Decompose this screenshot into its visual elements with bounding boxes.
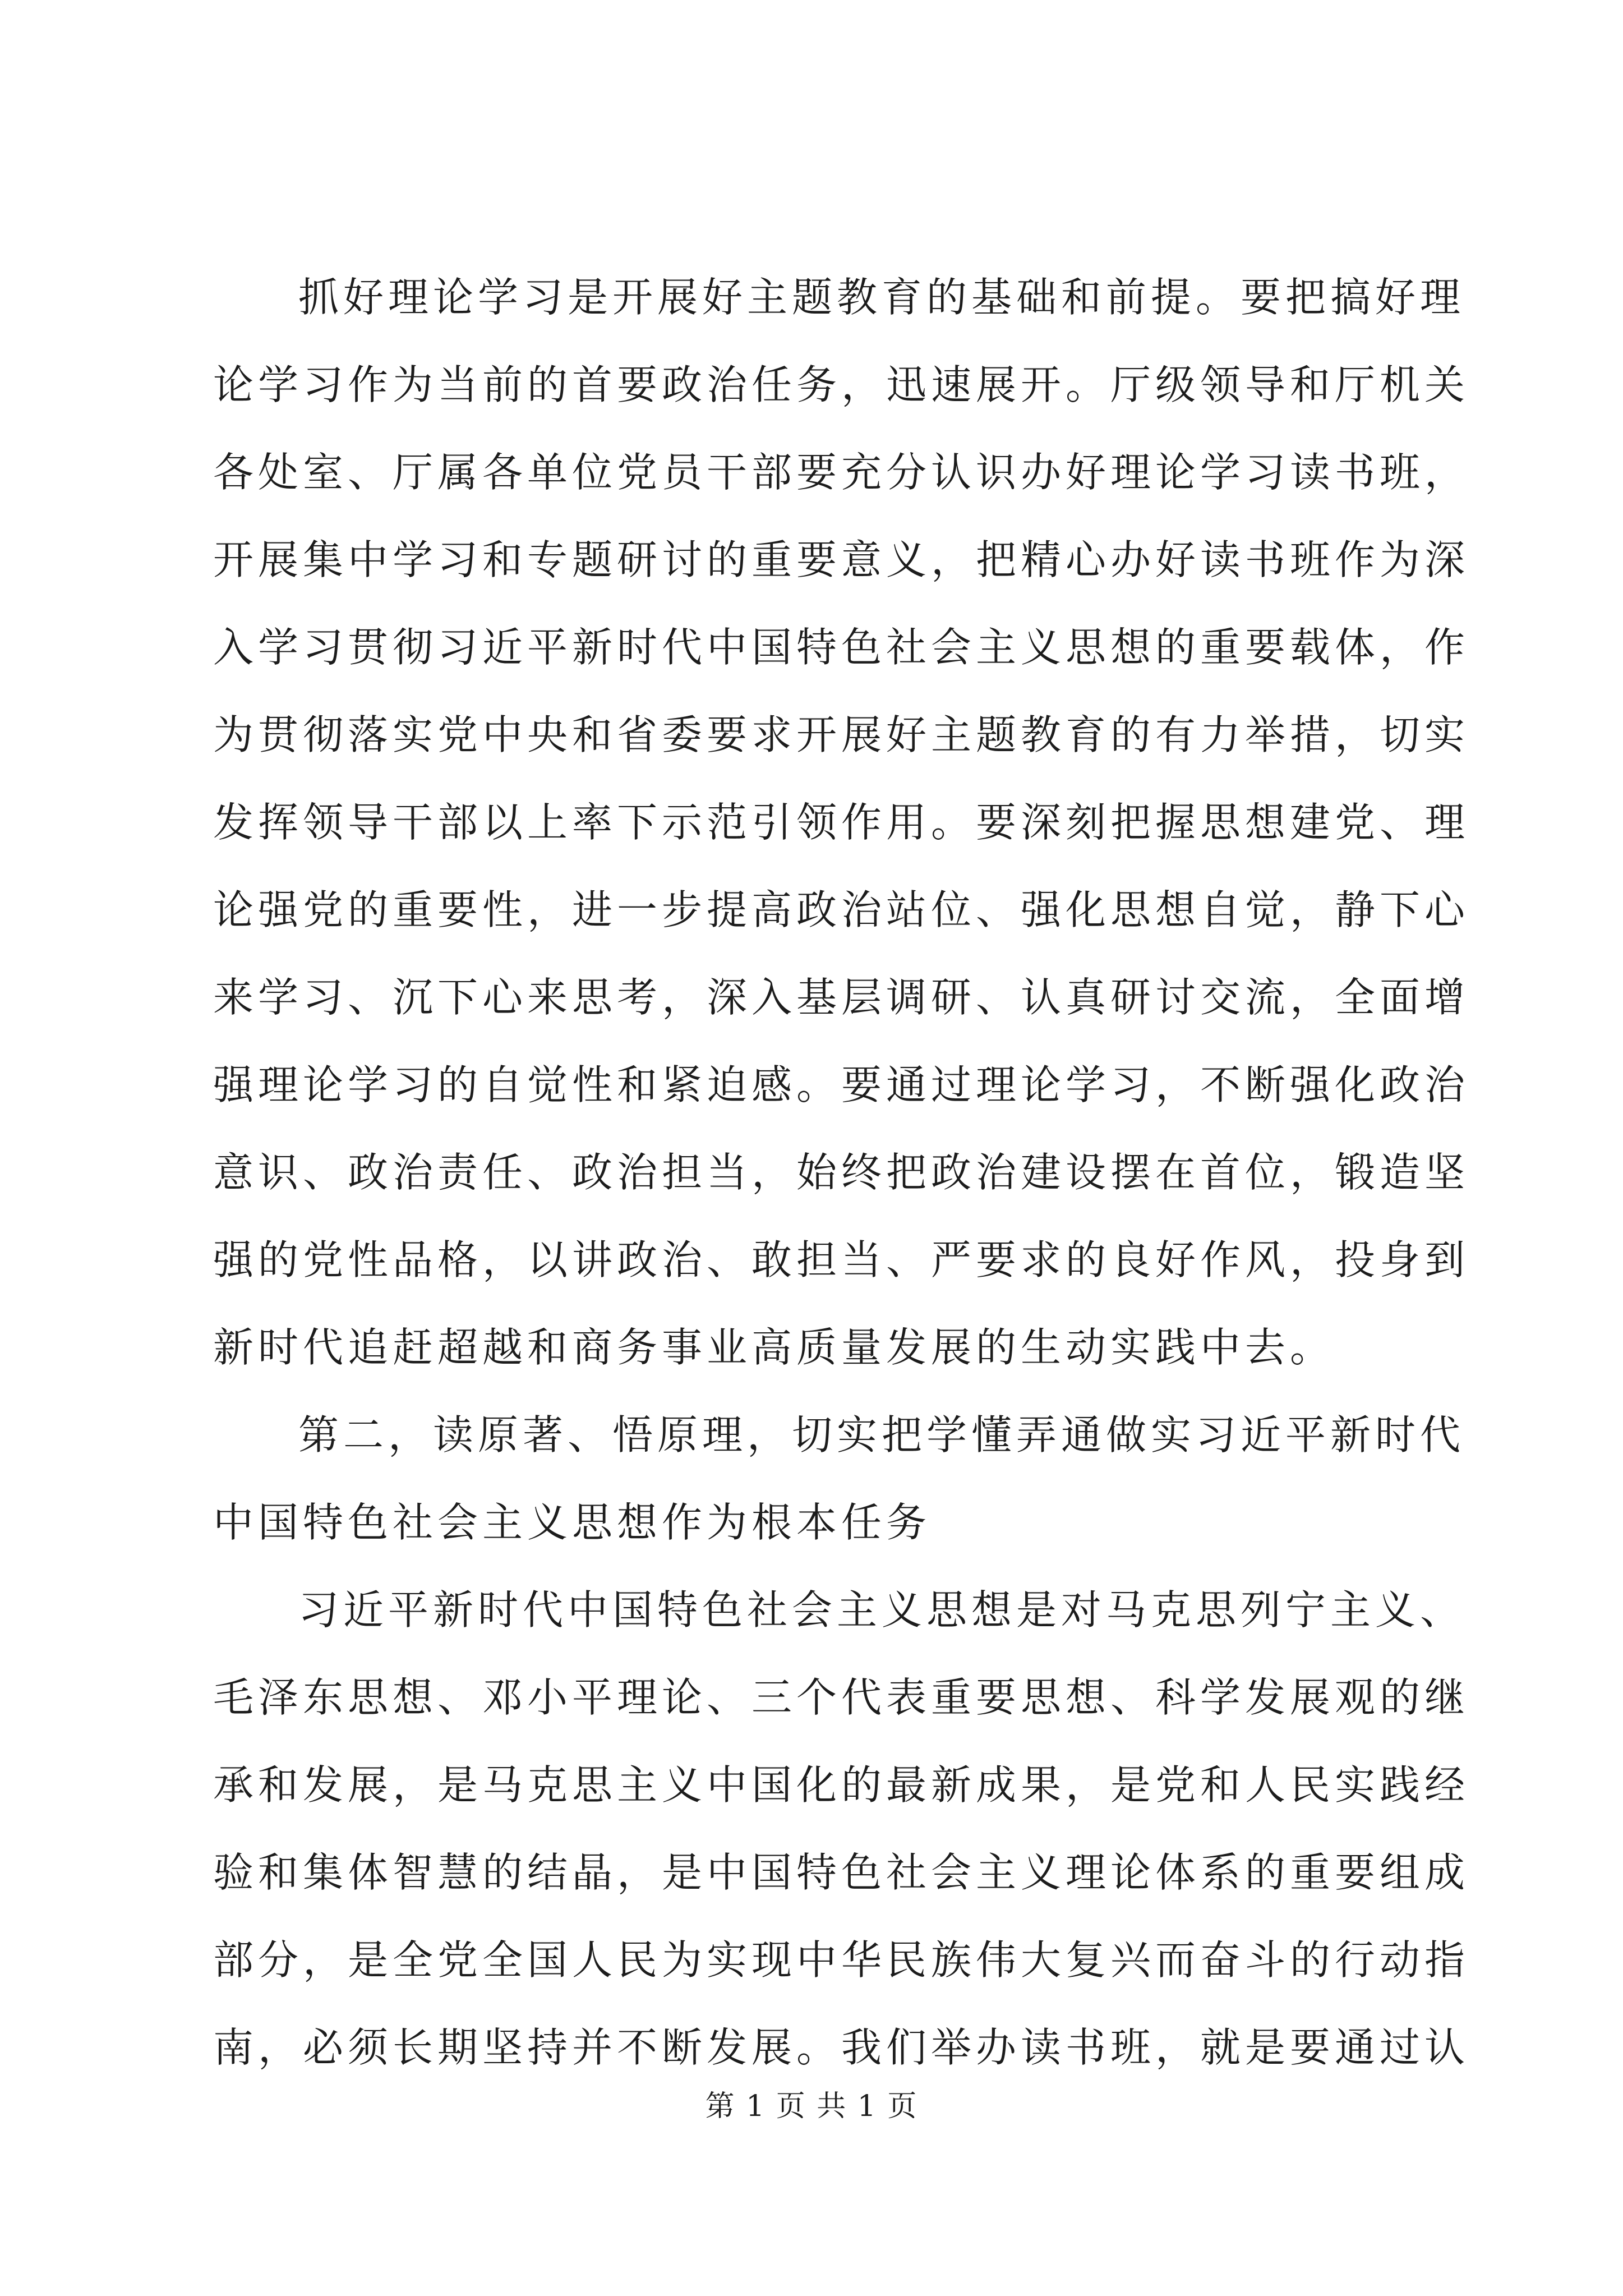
page-footer: [0, 2082, 1623, 2124]
paragraph-1-line-4: 开展集中学习和专题研讨的重要意义，把精心办好读书班作为深: [213, 536, 1470, 583]
paragraph-1-line-13: 新时代追赶超越和商务事业高质量发展的生动实践中去。: [213, 1324, 1335, 1371]
paragraph-1-line-2: 论学习作为当前的首要政治任务，迅速展开。厅级领导和厅机关: [213, 361, 1470, 408]
paragraph-1-line-3: 各处室、厅属各单位党员干部要充分认识办好理论学习读书班，: [213, 449, 1470, 496]
paragraph-1-line-5: 入学习贯彻习近平新时代中国特色社会主义思想的重要载体，作: [213, 624, 1470, 671]
paragraph-1-line-10: 强理论学习的自觉性和紧迫感。要通过理论学习，不断强化政治: [213, 1061, 1470, 1108]
section-heading-line-2: 中国特色社会主义思想作为根本任务: [213, 1499, 932, 1546]
paragraph-3-line-6: 南，必须长期坚持并不断发展。我们举办读书班，就是要通过认: [213, 2024, 1470, 2071]
page-number-label: 第 1 页 共 1 页: [705, 2090, 918, 2123]
paragraph-3-line-3: 承和发展，是马克思主义中国化的最新成果，是党和人民实践经: [213, 1761, 1470, 1809]
paragraph-1-line-8: 论强党的重要性，进一步提高政治站位、强化思想自觉，静下心: [213, 886, 1470, 933]
paragraph-1-line-11: 意识、政治责任、政治担当，始终把政治建设摆在首位，锻造坚: [213, 1149, 1470, 1196]
paragraph-1-line-9: 来学习、沉下心来思考，深入基层调研、认真研讨交流，全面增: [213, 974, 1470, 1021]
paragraph-1-line-6: 为贯彻落实党中央和省委要求开展好主题教育的有力举措，切实: [213, 711, 1470, 758]
paragraph-1-line-7: 发挥领导干部以上率下示范引领作用。要深刻把握思想建党、理: [213, 799, 1470, 846]
paragraph-3-line-5: 部分，是全党全国人民为实现中华民族伟大复兴而奋斗的行动指: [213, 1936, 1470, 1984]
document-body: [213, 254, 1470, 2091]
paragraph-1-line-12: 强的党性品格，以讲政治、敢担当、严要求的良好作风，投身到: [213, 1236, 1470, 1283]
paragraph-3-line-1: 习近平新时代中国特色社会主义思想是对马克思列宁主义、: [298, 1586, 1465, 1634]
paragraph-3-line-2: 毛泽东思想、邓小平理论、三个代表重要思想、科学发展观的继: [213, 1674, 1470, 1721]
paragraph-1-line-1: 抓好理论学习是开展好主题教育的基础和前提。要把搞好理: [298, 274, 1465, 321]
paragraph-3-line-4: 验和集体智慧的结晶，是中国特色社会主义理论体系的重要组成: [213, 1849, 1470, 1896]
section-heading-line-1: 第二，读原著、悟原理，切实把学懂弄通做实习近平新时代: [298, 1411, 1465, 1458]
